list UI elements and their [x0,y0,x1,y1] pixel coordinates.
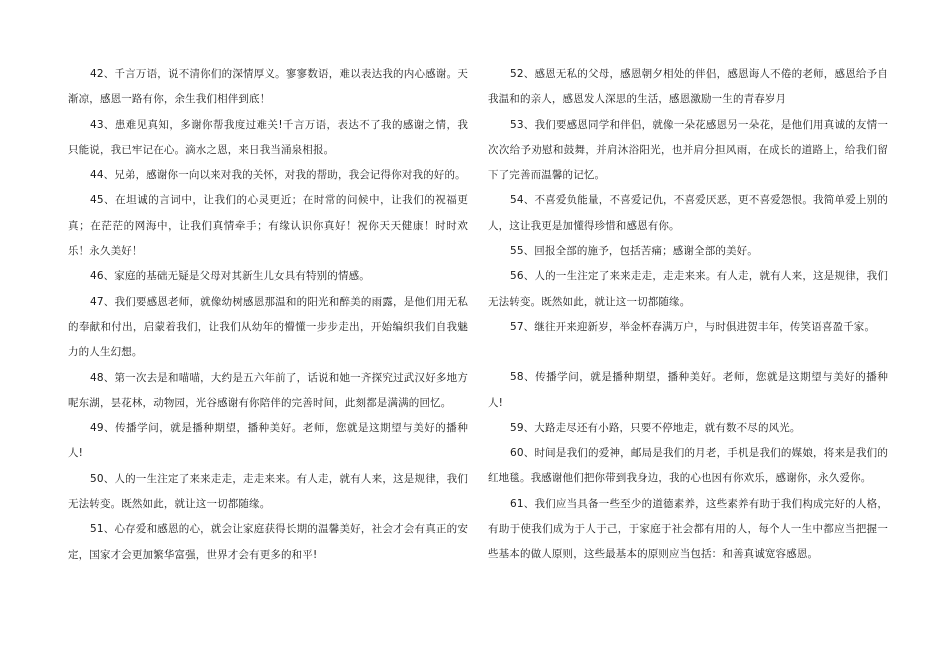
paragraph-55: 55、回报全部的施予，包括苦痛；感谢全部的美好。 [510,245,758,258]
left-column [68,62,468,568]
paragraph-48: 48、第一次去是和喵喵，大约是五六年前了，话说和她一齐探究过武汉好多地方呢东湖，昙花林，动物园，光谷感谢有你陪伴的完善时间，此刻都是满满的回忆。 [68,371,468,409]
right-column [488,62,888,568]
paragraph-43: 43、患难见真知，多谢你帮我度过难关!千言万语，表达不了我的感谢之情，我只能说，我已牢记在心。滴水之恩，来日我当涌泉相报。 [68,118,468,156]
paragraph-52: 52、感恩无私的父母，感恩朝夕相处的伴侣，感恩诲人不倦的老师，感恩给予自我温和的亲人，感恩发人深思的生活，感恩激励一生的青春岁月 [488,68,888,106]
paragraph-59: 59、大路走尽还有小路，只要不停地走，就有数不尽的风光。 [510,421,801,434]
paragraph-57: 57、继往开来迎新岁，举金杯春满万户，与时俱进贺丰年，传笑语喜盈千家。 [510,320,876,333]
paragraph-45: 45、在坦诚的言词中，让我们的心灵更近；在时常的问候中，让我们的祝福更真；在茫茫的网海中，让我们真情牵手；有缘认识你真好！祝你天天健康！时时欢乐！永久美好！ [68,194,468,258]
paragraph-50: 50、人的一生注定了来来走走，走走来来。有人走，就有人来，这是规律，我们无法转变。既然如此，就让这一切都随缘。 [68,472,468,511]
paragraph-56: 56、人的一生注定了来来走走，走走来来。有人走，就有人来，这是规律，我们无法转变。既然如此，就让这一切都随缘。 [488,270,888,308]
paragraph-60: 60、时间是我们的爱神，邮局是我们的月老，手机是我们的媒娘，将来是我们的红地毯。我感谢他们把你带到我身边，我的心也因有你欢乐，感谢你，永久爱你。 [488,447,888,485]
paragraph-spacer [488,340,888,365]
paragraph-49: 49、传播学问，就是播种期望，播种美好。老师，您就是这期望与美好的播种人! [68,422,468,460]
paragraph-51: 51、心存爱和感恩的心，就会让家庭获得长期的温馨美好，社会才会有真正的安定，国家才会更加繁华富强，世界才会有更多的和平! [68,523,468,561]
paragraph-42: 42、千言万语，说不清你们的深情厚义。寥寥数语，难以表达我的内心感谢。天渐凉，感恩一路有你，余生我们相伴到底！ [68,68,468,106]
paragraph-54: 54、不喜爱负能量，不喜爱记仇，不喜爱厌恶，更不喜爱怨恨。我简单爱上别的人，这让我更是加懂得珍惜和感恩有你。 [488,194,888,232]
paragraph-58: 58、传播学问，就是播种期望，播种美好。老师，您就是这期望与美好的播种人! [488,371,888,409]
paragraph-44: 44、兄弟，感谢你一向以来对我的关怀，对我的帮助，我会记得你对我的好的。 [90,169,466,182]
paragraph-47: 47、我们要感恩老师，就像幼树感恩那温和的阳光和醉美的雨露，是他们用无私的奉献和付出，启蒙着我们，让我们从幼年的懵懂一步步走出，开始编织我们自我魅力的人生幻想。 [68,295,468,359]
paragraph-53: 53、我们要感恩同学和伴侣，就像一朵花感恩另一朵花，是他们用真诚的友情一次次给予劝慰和鼓舞，并肩沐浴阳光，也并肩分担风雨，在成长的道路上，给我们留下了完善而温馨的记忆。 [488,118,888,182]
paragraph-46: 46、家庭的基础无疑是父母对其新生儿女具有特别的情感。 [90,270,370,283]
paragraph-61: 61、我们应当具备一些至少的道德素养，这些素养有助于我们构成完好的人格，有助于使我们成为于人于己，于家庭于社会都有用的人，每个人一生中都应当把握一些基本的做人原则，这些最基本的原则应当包括：和善真诚宽容感恩。 [488,497,888,561]
